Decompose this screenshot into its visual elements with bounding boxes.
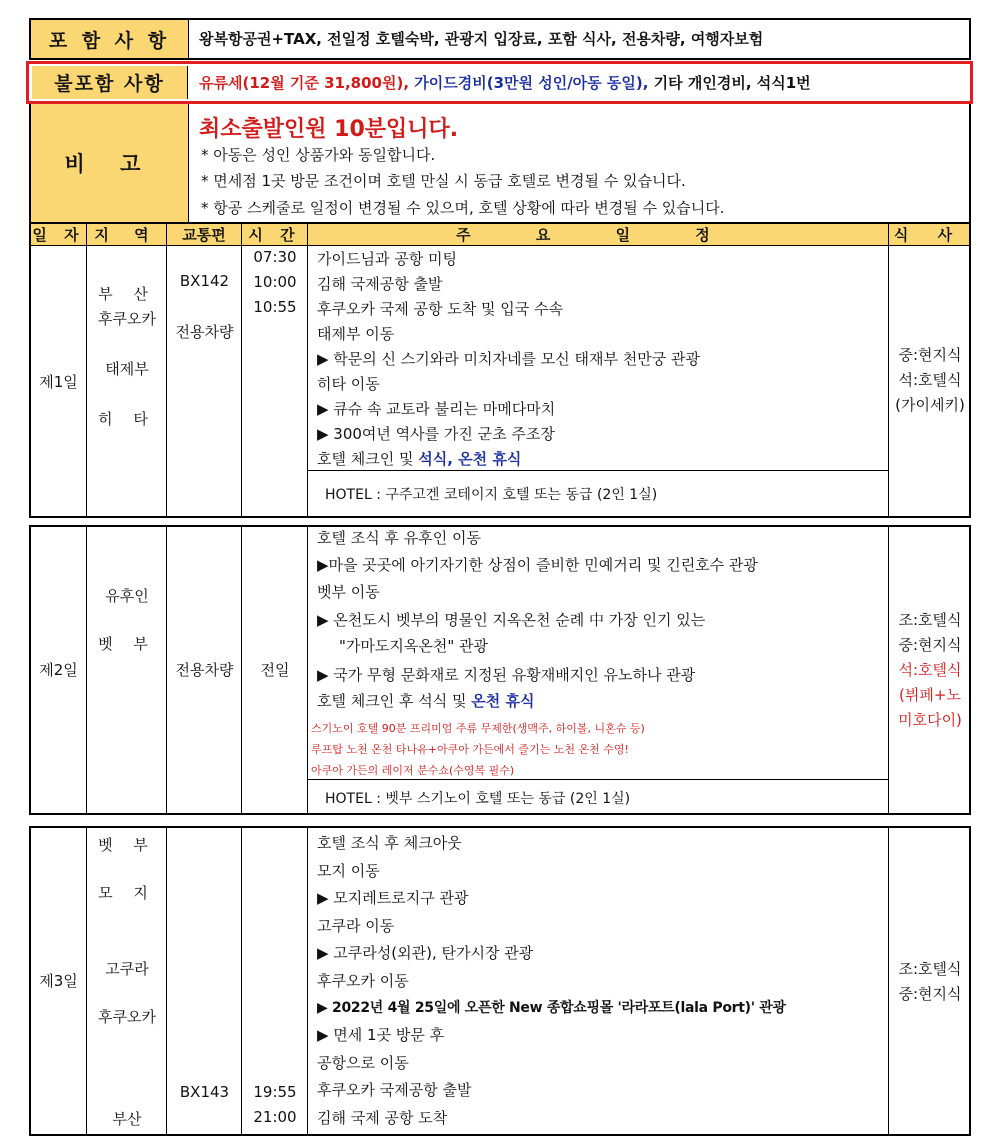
day2-vehicle: 전용차량 (175, 661, 234, 679)
day3-time: 19:55 (253, 1083, 297, 1101)
day2-meal: 석:호텔식 (898, 661, 962, 679)
day1-region: 부 산 (98, 285, 156, 303)
header-meal: 식 사 (893, 226, 965, 244)
day1-region: 히 타 (98, 410, 156, 428)
day1-flight: BX142 (179, 272, 230, 290)
day1-region: 후쿠오카 (98, 310, 156, 328)
day1-time: 10:55 (253, 298, 297, 316)
day1-schedule-item: 히타 이동 (317, 375, 380, 393)
day2-note: 루프탑 노천 온천 타나유+아쿠아 가든에서 즐기는 노천 온천 수영! (311, 743, 629, 756)
day1-schedule-item: 김해 국제공항 출발 (317, 275, 443, 293)
excluded-guide: 가이드경비(3만원 성인/아동 동일), (414, 74, 649, 92)
day3-schedule-item: ▶ 모지레트로지구 관광 (317, 889, 469, 907)
day1-region: 태제부 (105, 360, 149, 378)
day1-time: 10:00 (253, 273, 297, 291)
day1-hotel: HOTEL : 구주고겐 코테이지 호텔 또는 동급 (2인 1실) (325, 487, 658, 503)
day3-schedule-item: 모지 이동 (317, 862, 380, 880)
day3-schedule-item: ▶ 2022년 4월 25일에 오픈한 New 종합쇼핑몰 '라라포트(lala Port)' 관광 (317, 1000, 786, 1016)
included-text: 왕복항공권+TAX, 전일정 호텔숙박, 관광지 입장료, 포함 식사, 전용차량, 여행자보험 (199, 30, 764, 48)
day2-label: 제2일 (39, 661, 78, 679)
day1-meal: 중:현지식 (898, 346, 962, 364)
day2-note: 스기노이 호텔 90분 프리미엄 주류 무제한(생맥주, 하이볼, 니혼슈 등) (311, 722, 645, 735)
day2-meal: (뷔페+노 (899, 686, 961, 704)
day1-vehicle: 전용차량 (175, 323, 234, 341)
day2-hotel: HOTEL : 벳부 스기노이 호텔 또는 동급 (2인 1실) (325, 791, 631, 807)
remarks-line-3: * 항공 스케줄로 일정이 변경될 수 있으며, 호텔 상황에 따라 변경될 수 있습니다. (201, 199, 725, 217)
day3-region: 후쿠오카 (98, 1008, 156, 1026)
included-label: 포 함 사 항 (31, 20, 189, 58)
day1-block (29, 246, 971, 518)
day2-meal: 미호다이) (898, 711, 962, 729)
day3-schedule-item: 공항으로 이동 (317, 1054, 409, 1072)
day3-region: 모 지 (98, 884, 156, 902)
day2-region: 벳 부 (98, 635, 156, 653)
day2-schedule-item: ▶ 온천도시 벳부의 명물인 지옥온천 순례 中 가장 인기 있는 (317, 611, 706, 629)
day2-meal: 중:현지식 (898, 636, 962, 654)
day2-schedule-item: "가마도지옥온천" 관광 (339, 637, 488, 655)
day3-schedule-item: ▶ 면세 1곳 방문 후 (317, 1026, 445, 1044)
day1-meal: (가이세키) (895, 396, 965, 414)
day2-schedule-item: 벳부 이동 (317, 583, 380, 601)
excluded-text (199, 72, 811, 93)
day1-label: 제1일 (39, 373, 78, 391)
day3-meal: 중:현지식 (898, 985, 962, 1003)
day1-meal: 석:호텔식 (898, 371, 962, 389)
excluded-fuel: 유류세(12월 기준 31,800원), (199, 74, 410, 92)
schedule-header (29, 222, 971, 246)
included-row (29, 18, 971, 60)
day3-region: 벳 부 (98, 836, 156, 854)
day3-schedule-item: 김해 국제 공항 도착 (317, 1109, 448, 1127)
day2-meal: 조:호텔식 (898, 611, 962, 629)
day3-block (29, 826, 971, 1136)
day1-schedule-item: ▶ 큐슈 속 교토라 불리는 마메다마치 (317, 400, 556, 418)
excluded-rest: 기타 개인경비, 석식1번 (653, 74, 811, 92)
header-region: 지 역 (87, 224, 167, 245)
excluded-row (26, 61, 973, 104)
day3-meal: 조:호텔식 (898, 960, 962, 978)
remarks-line-2: * 면세점 1곳 방문 조건이며 호텔 만실 시 동급 호텔로 변경될 수 있습니다. (201, 172, 686, 190)
day1-checkin: 호텔 체크인 및 석식, 온천 휴식 (317, 450, 522, 468)
day2-region: 유후인 (105, 587, 149, 605)
day3-region: 고쿠라 (105, 960, 149, 978)
excluded-label: 불포함 사항 (32, 66, 188, 99)
day1-checkin-highlight: 석식, 온천 휴식 (418, 450, 522, 468)
header-time: 시 간 (242, 224, 308, 245)
day1-time: 07:30 (253, 248, 297, 266)
remarks-headline: 최소출발인원 10분입니다. (199, 117, 459, 142)
day3-time: 21:00 (253, 1108, 297, 1126)
day3-schedule-item: 고쿠라 이동 (317, 917, 395, 935)
day2-block (29, 525, 971, 815)
remarks-label: 비 고 (31, 104, 189, 222)
day3-flight: BX143 (179, 1083, 230, 1101)
day1-schedule-item: 가이드님과 공항 미팅 (317, 250, 457, 268)
day1-schedule-item: ▶ 학문의 신 스기와라 미치자네를 모신 태재부 천만궁 관광 (317, 350, 700, 368)
day2-schedule-item: 호텔 조식 후 유후인 이동 (317, 529, 481, 547)
day2-note: 아쿠아 가든의 레이저 분수쇼(수영복 필수) (311, 764, 515, 777)
day3-region: 부산 (112, 1110, 142, 1128)
remarks-row (29, 104, 971, 222)
day3-schedule-item: ▶ 고쿠라성(외관), 탄가시장 관광 (317, 944, 534, 962)
header-transport: 교통편 (167, 224, 242, 245)
day1-schedule-item: 태제부 이동 (317, 325, 395, 343)
day3-label: 제3일 (39, 972, 78, 990)
header-schedule: 주 요 일 정 (308, 224, 889, 245)
day3-schedule-item: 후쿠오카 국제공항 출발 (317, 1081, 472, 1099)
day2-schedule-item: ▶ 국가 무형 문화재로 지정된 유황재배지인 유노하나 관광 (317, 666, 696, 684)
remarks-line-1: * 아동은 성인 상품가와 동일합니다. (201, 146, 436, 164)
day2-time: 전일 (260, 661, 290, 679)
day2-schedule-item: ▶마을 곳곳에 아기자기한 상점이 즐비한 민예거리 및 긴린호수 관광 (317, 556, 758, 574)
day3-schedule-item: 호텔 조식 후 체크아웃 (317, 834, 462, 852)
day2-checkin-highlight: 온천 휴식 (471, 692, 535, 710)
header-day: 일 자 (31, 224, 87, 245)
day1-schedule-item: 후쿠오카 국제 공항 도착 및 입국 수속 (317, 300, 563, 318)
day3-schedule-item: 후쿠오카 이동 (317, 972, 409, 990)
day2-checkin: 호텔 체크인 후 석식 및 온천 휴식 (317, 692, 535, 710)
day1-schedule-item: ▶ 300여년 역사를 가진 군초 주조장 (317, 425, 555, 443)
